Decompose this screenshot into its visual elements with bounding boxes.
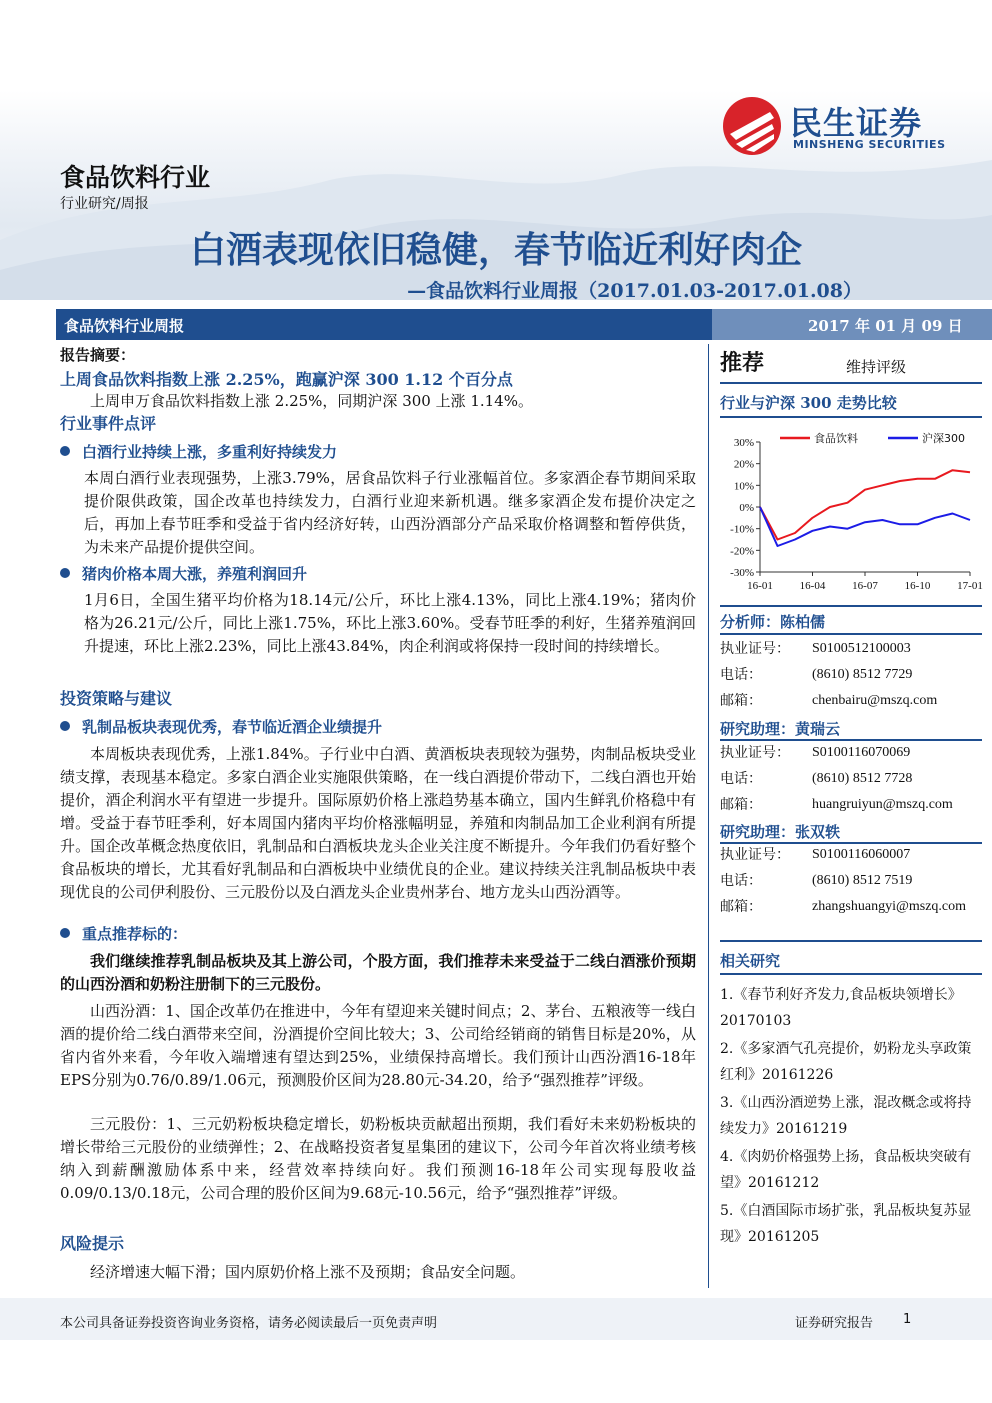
y-tick-label: 20% [733,458,754,471]
email-link[interactable]: huangruiyun@mszq.com [812,797,953,812]
license-number: S0100512100003 [812,641,911,656]
email-label: 邮箱： [720,797,762,813]
column-divider [708,344,709,1288]
bullet-pork [60,563,700,584]
bullet-dot-icon [60,928,70,938]
analyst-heading: 分析师：陈柏儒 [720,613,826,631]
trend-chart [718,424,984,596]
events-heading: 行业事件点评 [60,414,157,433]
pork-paragraph: 1月6日，全国生猪平均价格为18.14元/公斤，环比上涨4.13%，同比上涨4.19%；猪肉价格为26.21元/公斤，同比上涨1.75%，环比上涨3.60%。受春节旺季的利好，生猪养殖润回升提速，环比上涨2.23%，同比上涨43.84%，肉企利润或将保持一段时间的持续增长。 [84,591,696,655]
related-item[interactable]: 2.《多家酒气孔亮提价，奶粉龙头享政策红利》20161226 [720,1041,972,1083]
series-line-food-beverage [760,470,970,539]
bullet-dairy-title: 乳制品板块表现优秀，春节临近酒企业绩提升 [82,718,383,736]
report-type: 行业研究/周报 [60,196,149,212]
sanyuan-paragraph: 三元股份：1、三元奶粉板块稳定增长，奶粉板块贡献超出预期，我们看好未来奶粉板块的增长带给三元股份的业绩弹性；2、在战略投资者复星集团的建议下，公司今年首次将业绩考核纳入到薪酬激励体系中来，经营效率持续向好。我们预测16-18年公司实现每股收益0.09/0.13/0.18元，公司合理的股价区间为9.68元-10.56元，给予“强烈推荐”评级。 [60,1115,696,1202]
related-heading: 相关研究 [720,952,781,970]
chart-series [760,470,970,546]
x-tick-label: 16-10 [904,580,931,592]
analyst-contacts [720,636,982,714]
bullet-dot-icon [60,446,70,456]
email-link[interactable]: zhangshuangyi@mszq.com [812,899,967,914]
phone-label: 电话： [720,771,762,787]
minsheng-logo-icon [722,96,782,156]
x-tick-label: 17-01 [957,580,983,592]
analyst-divider [720,633,982,635]
report-title: 白酒表现依旧稳健，春节临近利好肉企 [189,230,802,271]
y-tick-label: 30% [733,437,754,449]
email-label: 邮箱： [720,693,762,709]
page-number: 1 [903,1312,912,1327]
bullet-dairy [60,716,700,737]
y-tick-label: 10% [733,480,754,493]
assistant2-heading: 研究助理：张双轶 [720,823,841,841]
bullet-dot-icon [60,568,70,578]
related-divider [720,973,982,975]
baijiu-paragraph: 本周白酒行业表现强势，上涨3.79%，居食品饮料子行业涨幅首位。多家酒企春节期间采取提价限供政策，国企改革也持续发力，白酒行业迎来新机遇。继多家酒企发布提价决定之后，再加上春节旺季和受益于省内经济好转，山西汾酒部分产品采取价格调整和暂停供货，为未来产品提价提供空间。 [84,469,696,556]
related-item[interactable]: 4.《肉奶价格强势上扬，食品板块突破有望》20161212 [720,1149,972,1191]
chart-legend [780,431,965,445]
rating-block [720,344,982,380]
chart-heading: 行业与沪深 300 走势比较 [720,394,897,412]
legend-label: 食品饮料 [814,432,858,445]
fenjiu-paragraph: 山西汾酒：1、国企改革仍在推进中，今年有望迎来关键时间点；2、茅台、五粮液等一线白酒的提价给二线白酒带来空间，汾酒提价空间比较大；3、公司给经销商的销售目标是20%，从省内省外来看，今年收入端增速有望达到25%，业绩保持高增长。我们预计山西汾酒16-18年EPS分别为0.76/0.89/1.06元，预测股价区间为28.80元-34.20，给予“强烈推荐”评级。 [60,1002,696,1089]
risk-text: 经济增速大幅下滑；国内原奶价格上涨不及预期；食品安全问题。 [90,1263,526,1281]
license-label: 执业证号： [720,847,790,863]
footer-label: 证券研究报告 [795,1316,874,1331]
dairy-paragraph: 本周板块表现优秀，上涨1.84%。子行业中白酒、黄酒板块表现较为强势，肉制品板块受业绩支撑，表现基本稳定。多家白酒企业实施限供策略，在一线白酒提价带动下，二线白酒也开始提价，酒企利润水平有望进一步提升。国际原奶价格上涨趋势基本确立，国内生鲜乳价格稳中有增。受益于春节旺季利，好本周国内猪肉平均价格涨幅明显，养殖和肉制品加工企业利润有所提升。国企改革概念热度依旧，乳制品和白酒板块龙头企业关注度不断提升。今年我们仍看好整个食品板块的增长，尤其看好乳制品和白酒板块中业绩优良的企业。建议持续关注乳制品板块中表现优良的公司伊利股份、三元股份以及白酒龙头企业贵州茅台、地方龙头山西汾酒等。 [60,745,696,901]
phone-number: (8610) 8512 7728 [812,771,913,786]
x-tick-label: 16-07 [852,580,878,592]
banner-label: 食品饮料行业周报 [64,317,185,335]
assistant1-contacts [720,740,982,818]
summary-headline: 上周食品饮料指数上涨 2.25%，跑赢沪深 300 1.12 个百分点 [60,370,513,389]
bullet-recommend [60,923,700,944]
chart-heading-divider [720,416,982,418]
assistant1-heading: 研究助理：黄瑞云 [720,720,841,738]
summary-label: 报告摘要： [60,346,136,364]
phone-number: (8610) 8512 7729 [812,667,913,682]
x-tick-label: 16-04 [799,580,826,592]
series-line-csi300 [760,507,970,546]
related-item[interactable]: 5.《白酒国际市场扩张，乳品板块复苏显现》20161205 [720,1203,972,1245]
related-divider-top [720,940,982,942]
strategy-heading: 投资策略与建议 [60,689,173,708]
bullet-recommend-title: 重点推荐标的： [82,925,188,943]
summary-text: 上周申万食品饮料指数上涨 2.25%，同期沪深 300 上涨 1.14%。 [90,392,534,410]
legend-label: 沪深300 [922,432,965,445]
recommend-bold-text: 我们继续推荐乳制品板块及其上游公司，个股方面，我们推荐未来受益于二线白酒涨价预期的山西汾酒和奶粉注册制下的三元股份。 [60,952,696,993]
risk-heading: 风险提示 [60,1234,125,1253]
analyst-divider-top [720,605,982,607]
license-number: S0100116070069 [812,745,911,760]
bullet-baijiu-title: 白酒行业持续上涨，多重利好持续发力 [82,443,338,461]
phone-label: 电话： [720,667,762,683]
phone-label: 电话： [720,873,762,889]
y-tick-label: 0% [739,502,754,514]
license-label: 执业证号： [720,745,790,761]
related-item[interactable]: 3.《山西汾酒逆势上涨，混改概念或将持续发力》20161219 [720,1095,972,1137]
logo-text-en: MINSHENG SECURITIES [793,138,946,151]
email-label: 邮箱： [720,899,762,915]
bullet-pork-title: 猪肉价格本周大涨，养殖利润回升 [82,565,308,583]
rating-divider [720,382,982,384]
related-item[interactable]: 1.《春节利好齐发力,食品板块领增长》20170103 [720,987,962,1029]
y-tick-label: -30% [730,567,754,579]
rating: 推荐 [720,351,765,376]
industry-title: 食品饮料行业 [60,163,211,192]
rating-note: 维持评级 [846,358,907,376]
related-list [720,982,982,1250]
report-date: 2017 年 01 月 09 日 [808,317,963,335]
footer-disclaimer: 本公司具备证券投资咨询业务资格，请务必阅读最后一页免责声明 [60,1316,438,1331]
license-label: 执业证号： [720,641,790,657]
bullet-dot-icon [60,721,70,731]
y-tick-label: -10% [730,523,754,536]
summary-section [60,344,700,413]
x-tick-label: 16-01 [747,580,773,592]
phone-number: (8610) 8512 7519 [812,873,913,888]
email-link[interactable]: chenbairu@mszq.com [812,693,938,708]
logo-text-cn: 民生证券 [790,104,923,142]
bullet-baijiu [60,441,700,462]
assistant2-contacts [720,842,982,920]
y-tick-label: -20% [730,545,754,558]
report-subtitle: —食品饮料行业周报（2017.01.03-2017.01.08） [407,280,862,302]
report-banner [56,309,992,340]
license-number: S0100116060007 [812,847,911,862]
